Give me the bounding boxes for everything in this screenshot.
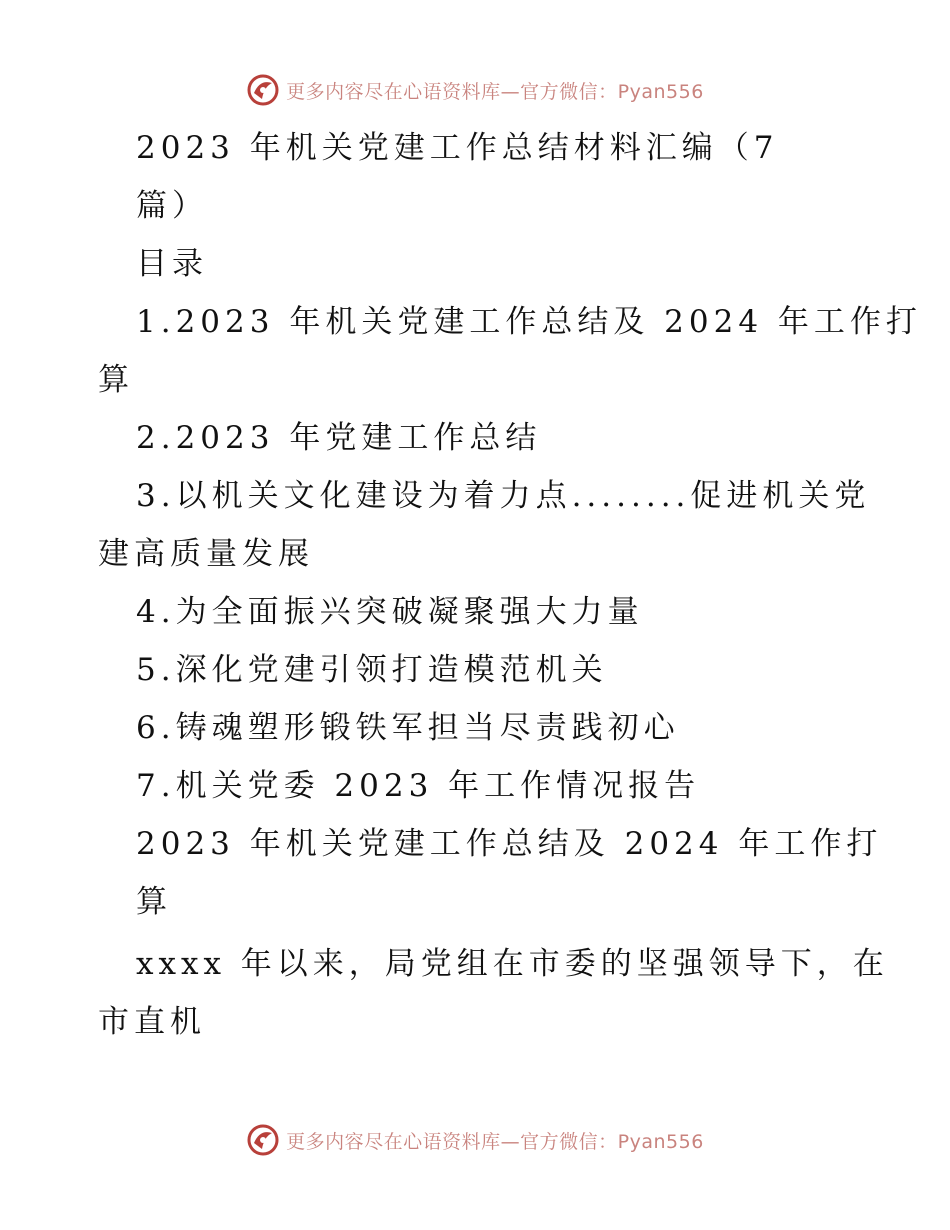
watermark-text: 更多内容尽在心语资料库—官方微信：Pyan556 bbox=[286, 80, 704, 103]
toc-item-3-continued: 建高质量发展 bbox=[98, 536, 314, 572]
toc-heading: 目录 bbox=[136, 246, 208, 282]
watermark-banner-top bbox=[0, 70, 950, 110]
toc-item-7: 7.机关党委 2023 年工作情况报告 bbox=[136, 768, 701, 804]
red-swirl-logo-icon bbox=[246, 1123, 280, 1157]
document-title-line-2: 篇） bbox=[136, 188, 208, 224]
watermark-text: 更多内容尽在心语资料库—官方微信：Pyan556 bbox=[286, 1130, 704, 1153]
body-paragraph-line-1: xxxx 年以来，局党组在市委的坚强领导下，在 bbox=[136, 946, 889, 982]
toc-item-2: 2.2023 年党建工作总结 bbox=[136, 420, 542, 456]
red-swirl-logo-icon bbox=[246, 73, 280, 107]
watermark-banner-bottom bbox=[0, 1120, 950, 1160]
toc-item-3: 3.以机关文化建设为着力点........促进机关党 bbox=[136, 478, 871, 514]
section-title-line-1: 2023 年机关党建工作总结及 2024 年工作打 bbox=[136, 826, 883, 862]
document-title-line-1: 2023 年机关党建工作总结材料汇编（7 bbox=[136, 130, 779, 166]
toc-item-1: 1.2023 年机关党建工作总结及 2024 年工作打 bbox=[136, 304, 922, 340]
toc-item-5: 5.深化党建引领打造模范机关 bbox=[136, 652, 608, 688]
toc-item-4: 4.为全面振兴突破凝聚强大力量 bbox=[136, 594, 644, 630]
toc-item-6: 6.铸魂塑形锻铁军担当尽责践初心 bbox=[136, 710, 680, 746]
section-title-line-2: 算 bbox=[136, 884, 172, 920]
body-paragraph-line-2: 市直机 bbox=[98, 1004, 206, 1040]
toc-item-1-continued: 算 bbox=[98, 362, 134, 398]
